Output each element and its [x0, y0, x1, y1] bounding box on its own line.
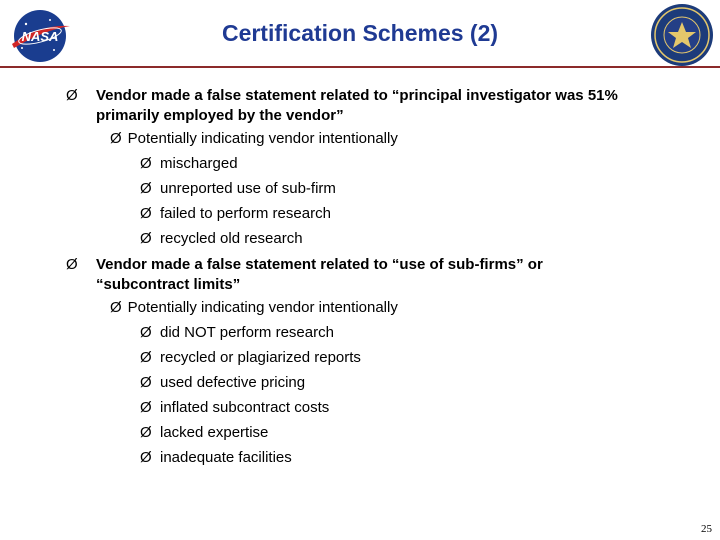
nasa-logo-text: NASA — [21, 29, 59, 44]
bullet-arrow-icon: Ø — [140, 155, 152, 172]
bullet-2-sub — [110, 298, 398, 318]
bullet-arrow-icon: Ø — [140, 449, 152, 466]
list-item: Ø recycled old research — [140, 230, 303, 247]
bullet-2-text: Vendor made a false statement related to “use of sub-firms” or “subcontract limits” — [96, 256, 543, 293]
bullet-arrow-icon: Ø — [66, 256, 78, 273]
bullet-arrow-icon: Ø — [140, 349, 152, 366]
bullet-2-sub-text: Potentially indicating vendor intentionally — [127, 299, 398, 316]
bullet-arrow-icon: Ø — [110, 299, 122, 316]
bullet-1-sub-text: Potentially indicating vendor intentionally — [127, 130, 398, 147]
oig-seal-icon — [648, 2, 716, 68]
page-number: 25 — [701, 523, 712, 535]
bullet-1-text: Vendor made a false statement related to “principal investigator was 51% primarily employed by the vendor” — [96, 87, 618, 124]
bullet-arrow-icon: Ø — [140, 180, 152, 197]
slide-title: Certification Schemes (2) — [221, 20, 499, 46]
list-item: Ø failed to perform research — [140, 205, 331, 222]
bullet-1 — [66, 86, 626, 126]
list-item: Ø inadequate facilities — [140, 449, 292, 466]
nasa-logo — [4, 6, 76, 66]
bullet-arrow-icon: Ø — [110, 130, 122, 147]
list-item: Ø recycled or plagiarized reports — [140, 349, 361, 366]
bullet-arrow-icon: Ø — [140, 399, 152, 416]
list-item: Ø inflated subcontract costs — [140, 399, 330, 416]
list-item: Ø used defective pricing — [140, 374, 306, 391]
bullet-arrow-icon: Ø — [140, 324, 152, 341]
bullet-arrow-icon: Ø — [140, 374, 152, 391]
bullet-1-sub — [110, 129, 398, 149]
list-item: Ø mischarged — [140, 155, 238, 172]
list-item: Ø unreported use of sub-firm — [140, 180, 336, 197]
list-item: Ø lacked expertise — [140, 424, 269, 441]
list-item: Ø did NOT perform research — [140, 324, 334, 341]
bullet-arrow-icon: Ø — [140, 424, 152, 441]
title-divider — [0, 66, 720, 68]
bullet-2 — [66, 255, 626, 295]
bullet-arrow-icon: Ø — [140, 205, 152, 222]
bullet-arrow-icon: Ø — [140, 230, 152, 247]
bullet-arrow-icon: Ø — [66, 87, 78, 104]
